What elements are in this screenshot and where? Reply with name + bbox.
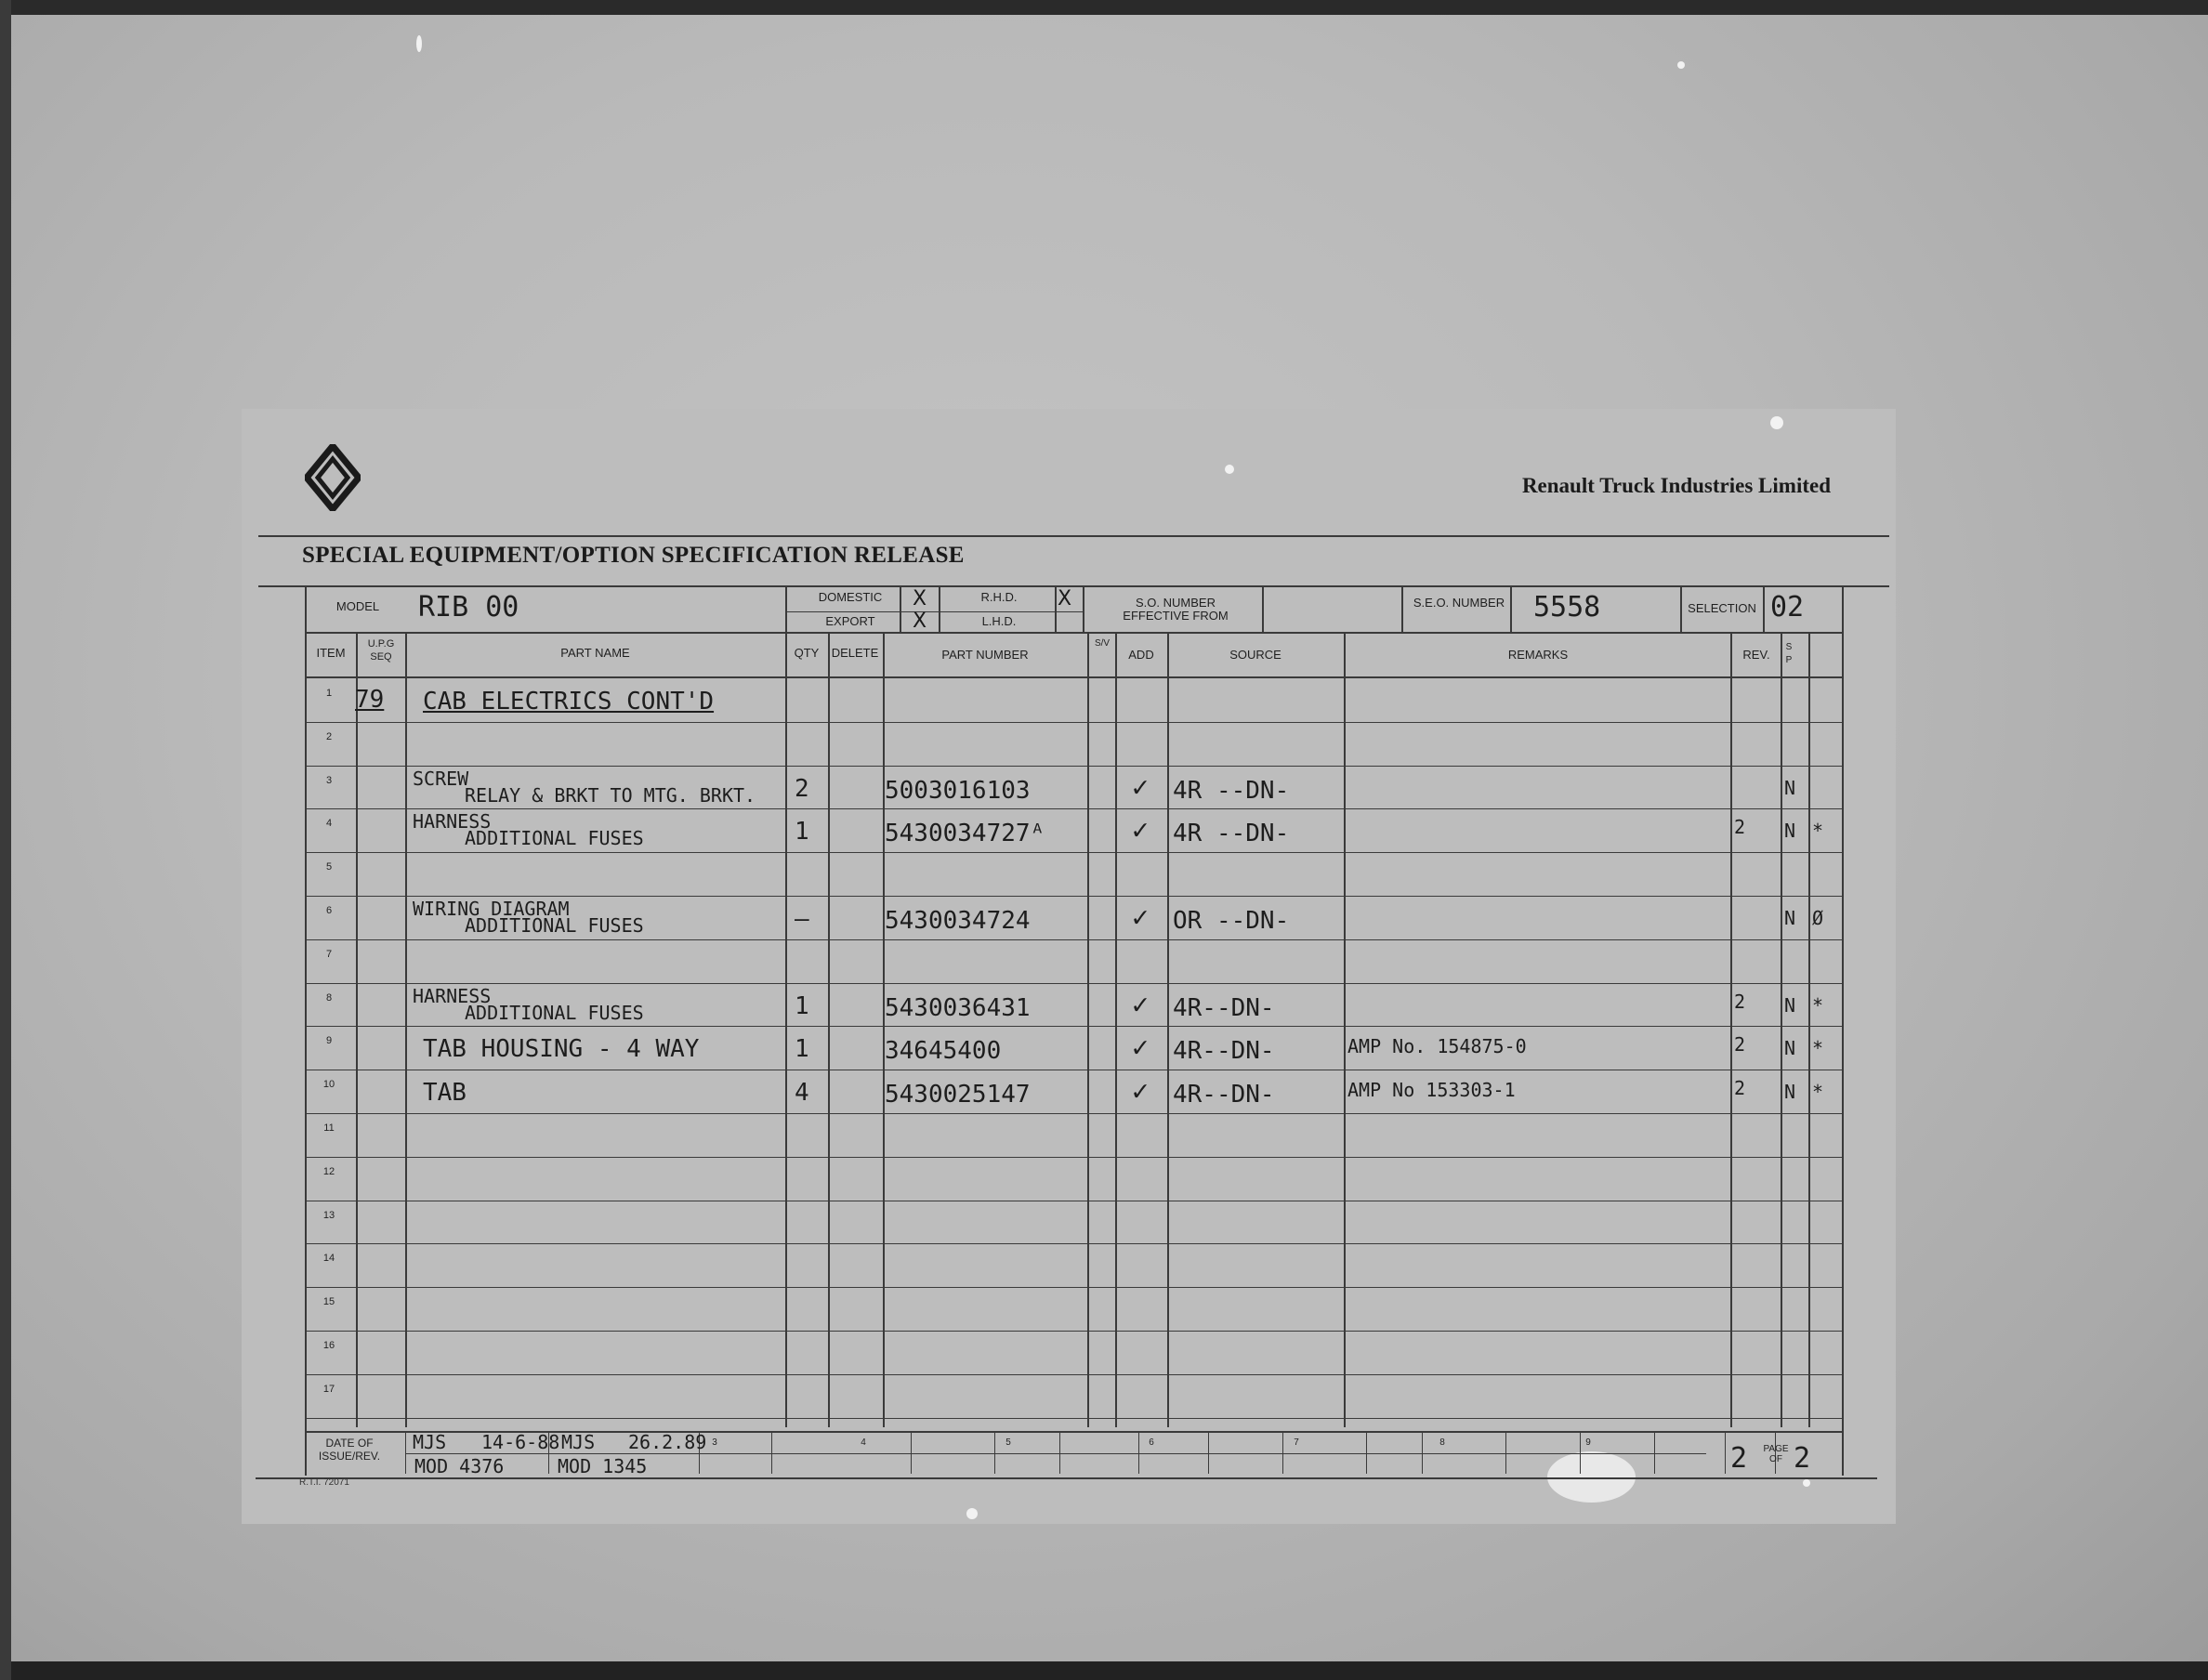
header-divider xyxy=(785,587,787,632)
row-part-name: HARNESS xyxy=(413,984,492,1007)
row-number: 7 xyxy=(325,948,333,960)
row-divider xyxy=(305,1243,1843,1244)
revision-slot-number: 9 xyxy=(1585,1437,1591,1448)
row-qty: 1 xyxy=(795,1035,809,1064)
footer-divider xyxy=(1725,1433,1726,1474)
row-number: 9 xyxy=(325,1035,333,1047)
row-divider xyxy=(305,1287,1843,1288)
dust-speck xyxy=(1803,1479,1810,1487)
row-qty: 1 xyxy=(795,818,809,847)
column-header-rule xyxy=(305,676,1843,678)
row-add-check: ✓ xyxy=(1132,1031,1150,1065)
revision-slot-number: 4 xyxy=(861,1437,866,1448)
row-upg-seq: 79 xyxy=(355,686,385,714)
row-number: 13 xyxy=(322,1209,335,1221)
column-divider xyxy=(405,634,407,1427)
col-source: SOURCE xyxy=(1229,648,1281,662)
rev2-by: MJS xyxy=(561,1431,596,1453)
header-divider xyxy=(900,587,901,632)
rev2-date: 26.2.89 xyxy=(628,1431,707,1453)
col-rev: REV. xyxy=(1742,648,1770,662)
row-part-name-detail: ADDITIONAL FUSES xyxy=(465,914,644,937)
revision-slot-number: 3 xyxy=(712,1437,717,1448)
header-divider xyxy=(939,587,940,632)
row-divider xyxy=(305,896,1843,897)
row-source: 4R--DN- xyxy=(1173,1037,1275,1066)
column-divider xyxy=(883,634,885,1427)
row-divider xyxy=(305,1418,1843,1419)
row-add-check: ✓ xyxy=(1132,770,1150,804)
row-source: 4R --DN- xyxy=(1173,776,1290,805)
row-status: N xyxy=(1784,993,1796,1017)
dust-speck xyxy=(966,1508,978,1519)
row-number: 8 xyxy=(325,991,333,1004)
col-sv: S/V xyxy=(1094,638,1111,649)
row-flag: * xyxy=(1812,1037,1824,1060)
row-add-check: ✓ xyxy=(1132,901,1150,934)
row-part-name: TAB HOUSING - 4 WAY xyxy=(423,1035,700,1064)
column-divider xyxy=(1344,634,1346,1427)
row-part-name: SCREW xyxy=(413,767,469,790)
row-flag: * xyxy=(1812,1081,1824,1104)
row-part-number: 5430034724 xyxy=(885,907,1031,935)
row-remarks: AMP No. 154875-0 xyxy=(1347,1035,1527,1058)
dust-speck xyxy=(1225,465,1234,474)
row-part-name: TAB xyxy=(423,1079,467,1108)
export-mark: X xyxy=(913,610,927,633)
col-sp: S P xyxy=(1785,642,1793,665)
row-number: 10 xyxy=(322,1079,335,1091)
so-number-label: S.O. NUMBER EFFECTIVE FROM xyxy=(1123,596,1229,623)
row-divider xyxy=(305,852,1843,853)
rev1-mod: MOD 4376 xyxy=(414,1455,505,1477)
dust-speck xyxy=(416,35,422,52)
row-qty: 1 xyxy=(795,991,809,1020)
row-status: N xyxy=(1784,1037,1796,1060)
header-rule xyxy=(305,632,1843,634)
row-divider xyxy=(305,808,1843,809)
rev2-mod: MOD 1345 xyxy=(558,1455,648,1477)
domestic-export-divider xyxy=(785,611,1083,612)
seo-number-value: 5558 xyxy=(1533,591,1601,623)
row-add-check: ✓ xyxy=(1132,988,1150,1021)
domestic-label: DOMESTIC xyxy=(818,590,883,604)
form-sheet xyxy=(242,409,1896,1524)
selection-value: 02 xyxy=(1770,591,1805,623)
header-divider xyxy=(1680,587,1682,632)
row-status: N xyxy=(1784,1081,1796,1104)
header-divider xyxy=(1510,587,1512,632)
row-divider xyxy=(305,1157,1843,1158)
col-remarks: REMARKS xyxy=(1507,648,1569,662)
seo-number-label: S.E.O. NUMBER xyxy=(1413,596,1505,610)
column-divider xyxy=(828,634,830,1427)
scan-edge-left xyxy=(0,0,11,1680)
column-divider xyxy=(785,634,787,1427)
row-add-check: ✓ xyxy=(1132,1075,1150,1109)
row-divider xyxy=(305,939,1843,940)
page-of-label: PAGE OF xyxy=(1763,1444,1789,1464)
row-add-check: ✓ xyxy=(1132,814,1150,847)
row-part-name: CAB ELECTRICS CONT'D xyxy=(423,688,715,715)
row-part-number: 5430034727ᴬ xyxy=(885,820,1045,848)
col-qty: QTY xyxy=(794,646,820,660)
column-divider xyxy=(1115,634,1117,1427)
row-part-name: WIRING DIAGRAM xyxy=(413,898,570,920)
row-remarks: AMP No 153303-1 xyxy=(1347,1079,1516,1102)
domestic-mark: X xyxy=(913,587,927,610)
header-divider xyxy=(1262,587,1264,632)
page-total: 2 xyxy=(1794,1442,1811,1475)
revision-slot-number: 5 xyxy=(1005,1437,1011,1448)
revision-slot-number: 7 xyxy=(1294,1437,1299,1448)
dust-speck xyxy=(1770,416,1783,429)
row-divider xyxy=(305,1026,1843,1027)
form-code: R.T.I. 72071 xyxy=(299,1477,349,1488)
row-number: 11 xyxy=(323,1122,335,1134)
col-delete: DELETE xyxy=(831,646,879,660)
rhd-mark: X xyxy=(1058,587,1072,610)
row-status: N xyxy=(1784,776,1796,799)
row-number: 2 xyxy=(325,730,333,742)
renault-diamond-logo xyxy=(305,444,361,511)
rev1-date: 14-6-88 xyxy=(481,1431,560,1453)
column-divider xyxy=(1087,634,1089,1427)
header-divider xyxy=(1401,587,1403,632)
revision-slot-number: 8 xyxy=(1439,1437,1445,1448)
row-divider xyxy=(305,1113,1843,1114)
row-number: 3 xyxy=(325,774,333,786)
col-part-number: PART NUMBER xyxy=(941,648,1029,662)
column-divider xyxy=(1808,634,1810,1427)
row-rev: 2 xyxy=(1734,816,1746,839)
row-source: OR --DN- xyxy=(1173,907,1290,935)
date-of-issue-label: DATE OF ISSUE/REV. xyxy=(318,1437,381,1463)
footer-mid-rule xyxy=(405,1453,1706,1454)
row-divider xyxy=(305,722,1843,723)
col-add: ADD xyxy=(1128,648,1154,662)
row-number: 1 xyxy=(325,688,333,699)
title-rule-bottom xyxy=(258,585,1889,587)
row-qty: – xyxy=(795,905,809,933)
row-divider xyxy=(305,1374,1843,1375)
row-divider xyxy=(305,1331,1843,1332)
row-rev: 2 xyxy=(1734,990,1746,1013)
row-number: 6 xyxy=(325,905,333,916)
row-number: 5 xyxy=(325,861,333,873)
page-number: 2 xyxy=(1730,1442,1748,1475)
row-divider xyxy=(305,983,1843,984)
row-part-number: 5003016103 xyxy=(885,776,1031,805)
row-qty: 2 xyxy=(795,774,809,803)
row-source: 4R--DN- xyxy=(1173,1081,1275,1109)
row-part-number: 5430036431 xyxy=(885,993,1031,1022)
col-item: ITEM xyxy=(316,646,346,660)
grid-border-left xyxy=(305,587,307,1476)
grid-border-right xyxy=(1842,587,1844,1476)
selection-label: SELECTION xyxy=(1688,601,1756,615)
company-name: Renault Truck Industries Limited xyxy=(1521,474,1831,497)
form-rule-bottom xyxy=(256,1477,1877,1479)
row-part-number: 34645400 xyxy=(885,1037,1002,1066)
row-flag: * xyxy=(1812,820,1824,843)
row-rev: 2 xyxy=(1734,1033,1746,1057)
row-divider xyxy=(305,766,1843,767)
row-qty: 4 xyxy=(795,1079,809,1108)
row-flag: Ø xyxy=(1812,907,1824,929)
column-divider xyxy=(1167,634,1169,1427)
title-rule-top xyxy=(258,535,1889,537)
row-part-number: 5430025147 xyxy=(885,1081,1031,1109)
row-status: N xyxy=(1784,820,1796,843)
dust-speck xyxy=(1677,61,1685,69)
column-divider xyxy=(356,634,358,1427)
row-part-name-detail: RELAY & BRKT TO MTG. BRKT. xyxy=(465,783,756,807)
row-number: 14 xyxy=(322,1253,335,1265)
row-part-name: HARNESS xyxy=(413,810,492,833)
column-divider xyxy=(1781,634,1782,1427)
export-label: EXPORT xyxy=(825,614,875,628)
header-divider xyxy=(1083,587,1084,632)
revision-slot-number: 6 xyxy=(1149,1437,1154,1448)
row-part-name-detail: ADDITIONAL FUSES xyxy=(465,827,644,850)
scan-edge-bottom xyxy=(0,1661,2208,1680)
row-status: N xyxy=(1784,907,1796,929)
model-value: RIB 00 xyxy=(418,591,519,623)
col-part-name: PART NAME xyxy=(560,646,630,660)
column-divider xyxy=(1730,634,1732,1427)
row-rev: 2 xyxy=(1734,1077,1746,1100)
row-number: 16 xyxy=(322,1340,335,1351)
rev1-by: MJS xyxy=(413,1431,447,1453)
form-title: SPECIAL EQUIPMENT/OPTION SPECIFICATION RELEASE xyxy=(302,543,965,568)
row-number: 4 xyxy=(325,818,333,830)
scan-edge-top xyxy=(0,0,2208,15)
rhd-label: R.H.D. xyxy=(980,590,1018,604)
row-number: 12 xyxy=(322,1165,335,1177)
row-source: 4R--DN- xyxy=(1173,993,1275,1022)
col-upg-seq: U.P.G SEQ xyxy=(367,638,395,663)
lhd-label: L.H.D. xyxy=(981,614,1017,628)
row-number: 17 xyxy=(322,1383,335,1395)
model-label: MODEL xyxy=(335,599,380,613)
row-source: 4R --DN- xyxy=(1173,820,1290,848)
header-divider xyxy=(1763,587,1765,632)
row-part-name-detail: ADDITIONAL FUSES xyxy=(465,1001,644,1024)
row-flag: * xyxy=(1812,993,1824,1017)
row-number: 15 xyxy=(322,1296,335,1308)
header-divider xyxy=(1055,587,1057,632)
